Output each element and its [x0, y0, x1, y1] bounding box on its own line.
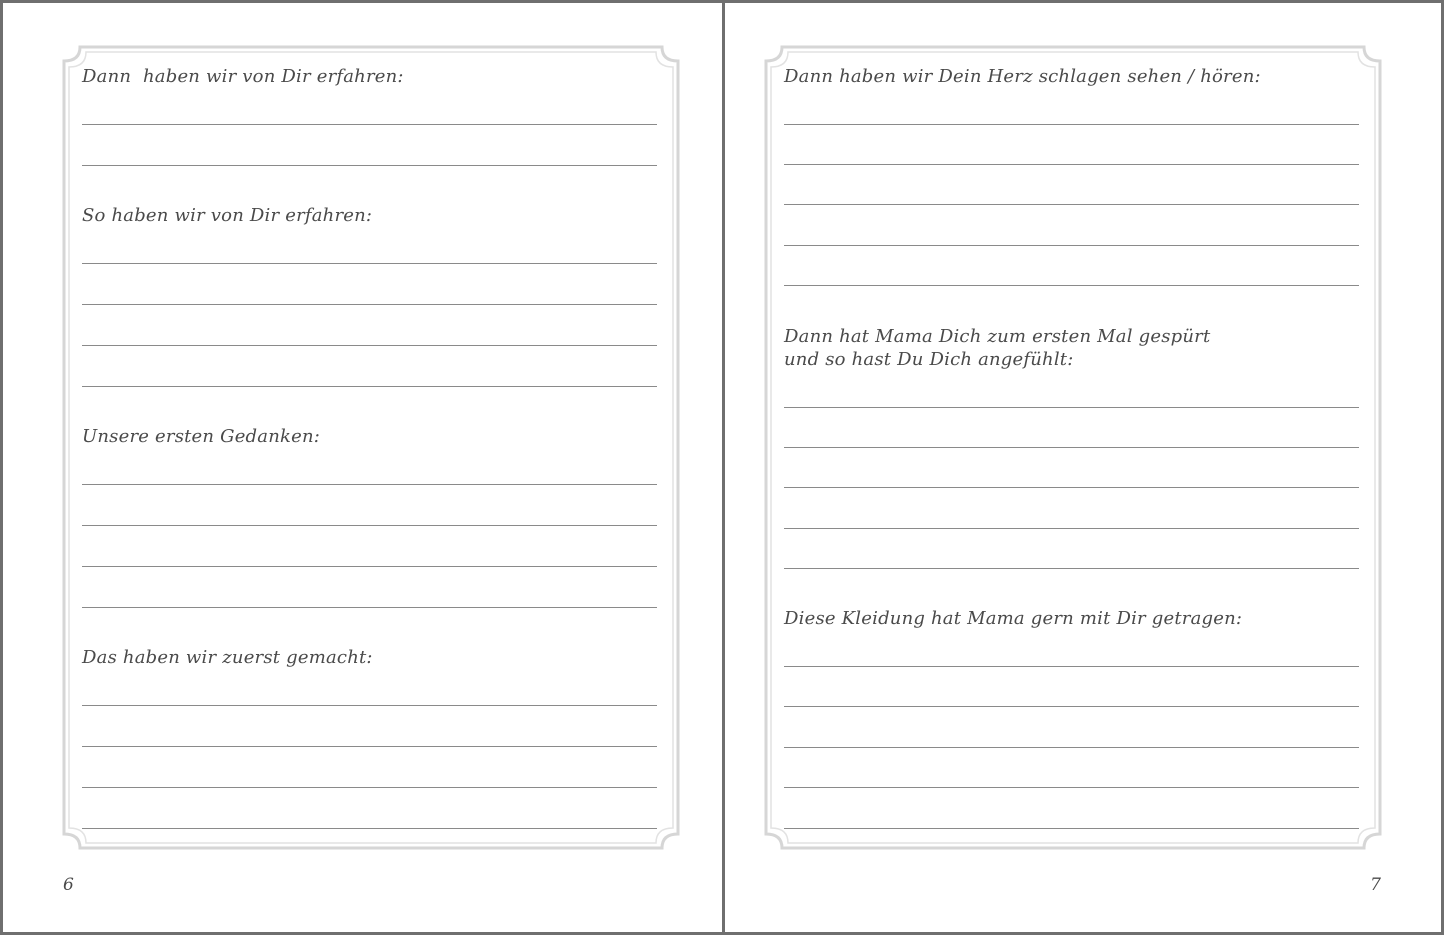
writing-line — [82, 525, 657, 526]
writing-line — [784, 245, 1359, 246]
writing-line — [82, 263, 657, 264]
writing-line — [82, 124, 657, 125]
writing-line — [784, 747, 1359, 748]
section-label: Unsere ersten Gedanken: — [82, 426, 321, 447]
section-label: Das haben wir zuerst gemacht: — [82, 647, 373, 668]
writing-section — [82, 204, 657, 227]
writing-line — [82, 787, 657, 788]
writing-line — [82, 386, 657, 387]
section-label: Diese Kleidung hat Mama gern mit Dir getragen: — [784, 608, 1243, 629]
writing-line — [82, 566, 657, 567]
writing-line — [784, 706, 1359, 707]
decorative-frame — [764, 45, 1382, 850]
section-label: So haben wir von Dir erfahren: — [82, 205, 373, 226]
writing-line — [82, 165, 657, 166]
section-label: Dann haben wir Dein Herz schlagen sehen / hören: — [784, 66, 1261, 87]
writing-line — [784, 204, 1359, 205]
writing-section — [784, 607, 1359, 630]
writing-line — [784, 407, 1359, 408]
writing-section — [784, 65, 1359, 88]
writing-section — [82, 646, 657, 669]
page-number: 6 — [63, 875, 74, 895]
writing-line — [82, 746, 657, 747]
writing-line — [784, 447, 1359, 448]
writing-line — [82, 304, 657, 305]
writing-line — [784, 528, 1359, 529]
right-page — [725, 3, 1441, 932]
writing-line — [82, 705, 657, 706]
writing-line — [784, 787, 1359, 788]
writing-section — [82, 65, 657, 88]
writing-line — [82, 607, 657, 608]
writing-line — [784, 828, 1359, 829]
writing-line — [784, 285, 1359, 286]
section-label: Dann haben wir von Dir erfahren: — [82, 66, 404, 87]
writing-line — [82, 828, 657, 829]
writing-line — [784, 164, 1359, 165]
writing-line — [784, 568, 1359, 569]
writing-line — [784, 666, 1359, 667]
writing-section — [82, 425, 657, 448]
section-label-line1: Dann hat Mama Dich zum ersten Mal gespürt — [784, 326, 1211, 347]
left-page — [3, 3, 719, 932]
writing-line — [82, 345, 657, 346]
section-label-line2: und so hast Du Dich angefühlt: — [784, 349, 1074, 370]
writing-section — [784, 325, 1359, 371]
page-number: 7 — [1370, 875, 1381, 895]
writing-line — [784, 124, 1359, 125]
writing-line — [82, 484, 657, 485]
decorative-frame — [62, 45, 680, 850]
writing-line — [784, 487, 1359, 488]
